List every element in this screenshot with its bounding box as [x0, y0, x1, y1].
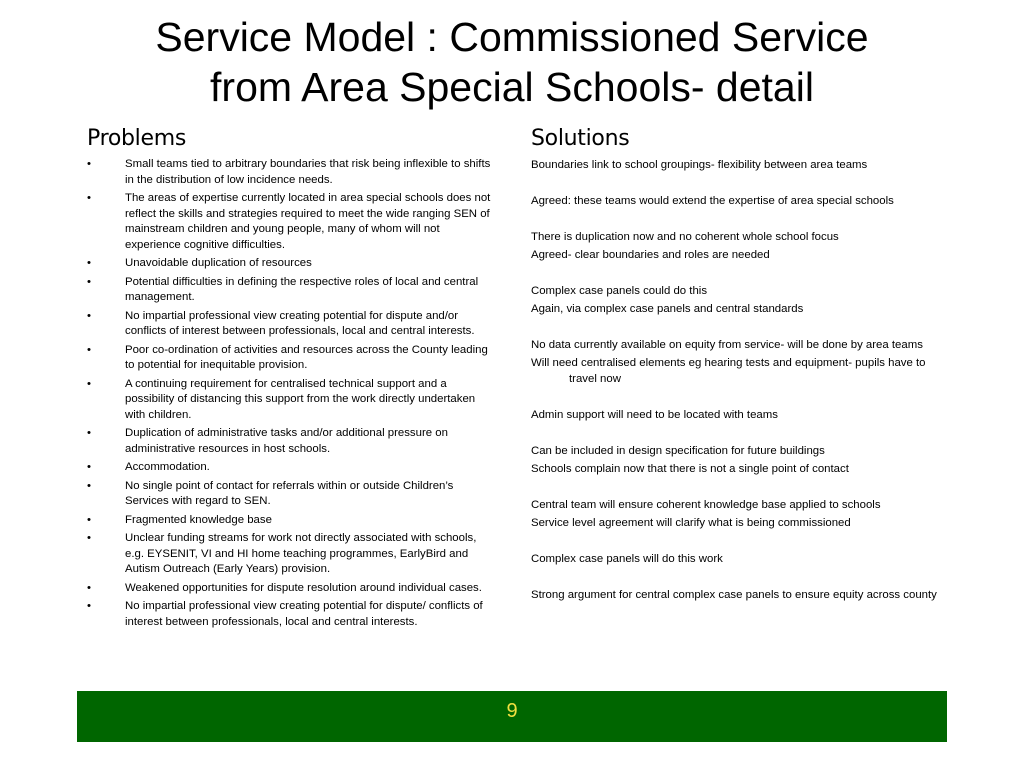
bullet-icon: •: [87, 461, 91, 473]
bullet-icon: •: [87, 158, 91, 170]
problem-text: No impartial professional view creating potential for dispute and/or conflicts of interest between professionals, local and central interests.: [125, 309, 475, 337]
problem-item: [87, 599, 492, 630]
solution-item: Strong argument for central complex case panels to ensure equity across county: [531, 589, 937, 601]
problem-text: Duplication of administrative tasks and/or additional pressure on administrative resources in host schools.: [125, 427, 448, 455]
problem-item: [87, 460, 492, 476]
bullet-icon: •: [87, 427, 91, 439]
slide-title-line-1: Service Model : Commissioned Service: [155, 14, 869, 60]
solution-item: Boundaries link to school groupings- flexibility between area teams: [531, 159, 868, 171]
solution-item: Central team will ensure coherent knowledge base applied to schools: [531, 499, 881, 511]
solution-spacer: [531, 389, 941, 405]
solution-item: Admin support will need to be located with teams: [531, 409, 778, 421]
problem-text: Poor co-ordination of activities and resources across the County leading to potential for inequitable provision.: [125, 343, 488, 371]
bullet-icon: •: [87, 513, 91, 526]
problem-text: Small teams tied to arbitrary boundaries that risk being inflexible to shifts in the distribution of low incidence needs.: [125, 158, 491, 186]
solutions-heading: Solutions: [531, 126, 630, 151]
bullet-icon: •: [87, 343, 91, 356]
solution-spacer: [531, 533, 941, 549]
solution-spacer: [531, 479, 941, 495]
problem-text: A continuing requirement for centralised technical support and a possibility of distancing this support from the work directly undertaken with children.: [125, 377, 476, 421]
problem-item: [87, 309, 492, 340]
slide-title: [60, 12, 964, 112]
problem-item: [87, 531, 492, 578]
solutions-column: [531, 124, 941, 605]
solution-item: Agreed: these teams would extend the expertise of area special schools: [531, 195, 894, 207]
page-number: 9: [506, 700, 518, 722]
problem-text: Fragmented knowledge base: [125, 513, 272, 526]
problem-text: Weakened opportunities for dispute resolution around individual cases.: [125, 581, 482, 594]
bullet-icon: •: [87, 309, 91, 322]
problem-item: [87, 157, 492, 188]
bullet-icon: •: [87, 192, 91, 204]
problem-text: No impartial professional view creating potential for dispute/ conflicts of interest between professionals, local and central interests.: [125, 600, 483, 628]
solution-spacer: [531, 211, 941, 227]
problem-item: [87, 343, 492, 374]
problem-item: [87, 191, 492, 253]
problems-heading: Problems: [87, 126, 187, 151]
problem-text: Unclear funding streams for work not directly associated with schools, e.g. EYSENIT, VI and HI home teaching programmes, EarlyBird and Autism Outreach (Early Years) provision.: [125, 532, 477, 575]
solution-spacer: [531, 265, 941, 281]
problems-list: [87, 157, 492, 630]
bullet-icon: •: [87, 257, 91, 269]
solution-spacer: [531, 425, 941, 441]
problem-text: Potential difficulties in defining the respective roles of local and central management.: [125, 275, 479, 303]
problem-item: [87, 377, 492, 424]
solution-item: Will need centralised elements eg hearing tests and equipment- pupils have to travel now: [531, 357, 926, 385]
bullet-icon: •: [87, 581, 91, 594]
solution-item: Complex case panels could do this: [531, 285, 708, 297]
solution-item: Agreed- clear boundaries and roles are needed: [531, 249, 770, 261]
bullet-icon: •: [87, 532, 91, 544]
solutions-list: [531, 157, 941, 603]
footer-bar: [77, 691, 947, 742]
solution-item: There is duplication now and no coherent whole school focus: [531, 231, 839, 243]
problem-item: [87, 513, 492, 529]
slide-title-line-2: from Area Special Schools- detail: [210, 64, 814, 110]
problem-text: The areas of expertise currently located in area special schools does not reflect the skills and strategies required to meet the wide ranging SEN of mainstream children and young people, many of whom will not experience cognitive difficulties.: [125, 192, 491, 251]
bullet-icon: •: [87, 377, 91, 390]
problem-item: [87, 479, 492, 510]
solution-spacer: [531, 175, 941, 191]
problem-item: [87, 256, 492, 272]
solution-item: Again, via complex case panels and central standards: [531, 303, 804, 315]
problem-text: Unavoidable duplication of resources: [125, 257, 312, 269]
solution-spacer: [531, 569, 941, 585]
problem-item: [87, 581, 492, 597]
solution-item: No data currently available on equity from service- will be done by area teams: [531, 339, 923, 351]
problem-item: [87, 275, 492, 306]
solution-item: Service level agreement will clarify what is being commissioned: [531, 517, 851, 529]
bullet-icon: •: [87, 479, 91, 492]
problem-text: Accommodation.: [125, 461, 210, 473]
solution-spacer: [531, 319, 941, 335]
problems-column: [87, 124, 492, 633]
bullet-icon: •: [87, 275, 91, 288]
solution-item: Complex case panels will do this work: [531, 553, 723, 565]
solution-item: Schools complain now that there is not a single point of contact: [531, 463, 849, 475]
bullet-icon: •: [87, 600, 91, 612]
solution-item: Can be included in design specification for future buildings: [531, 445, 825, 457]
problem-text: No single point of contact for referrals within or outside Children’s Services with regard to SEN.: [125, 479, 454, 507]
problem-item: [87, 426, 492, 457]
